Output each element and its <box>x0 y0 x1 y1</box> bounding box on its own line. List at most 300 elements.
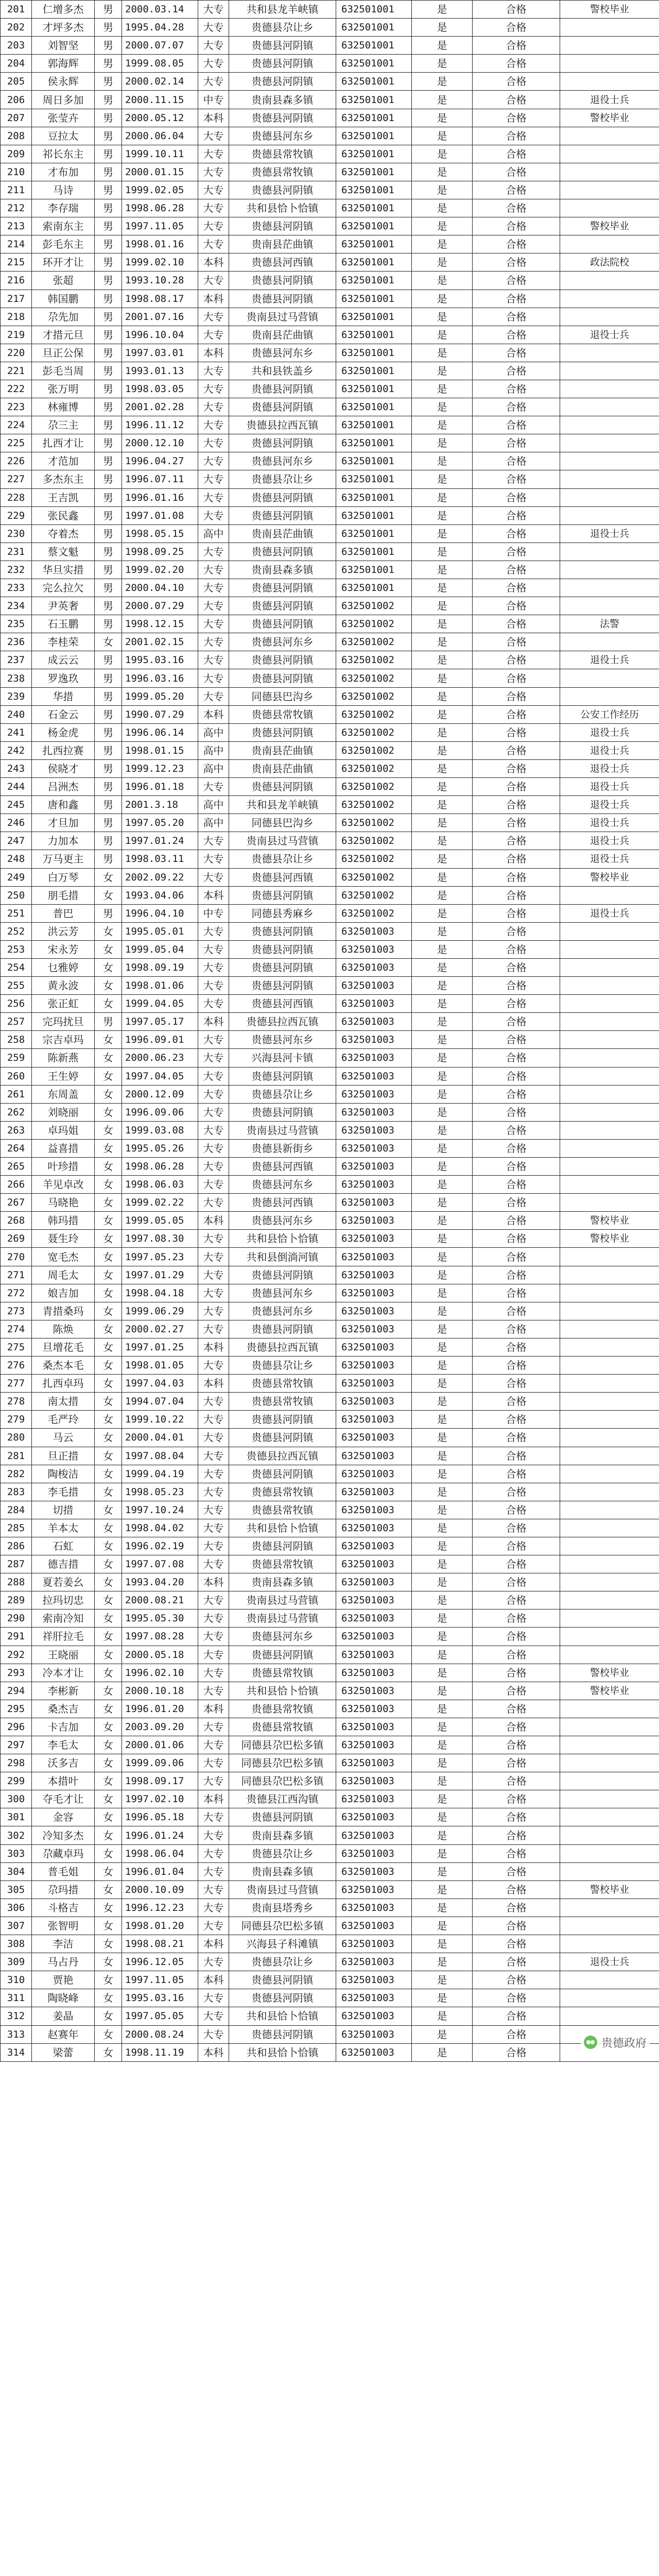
table-row <box>1 886 659 904</box>
name-cell: 夺着杰 <box>32 524 95 543</box>
education-cell: 大专 <box>198 1266 229 1284</box>
eligible-cell: 是 <box>412 416 473 434</box>
gender-cell: 女 <box>95 1067 122 1085</box>
gender-cell: 女 <box>95 1338 122 1356</box>
note-cell <box>560 452 659 470</box>
note-cell <box>560 1266 659 1284</box>
result-cell: 合格 <box>473 1429 560 1447</box>
eligible-cell: 是 <box>412 1375 473 1393</box>
row-number-cell: 225 <box>1 434 32 452</box>
origin-cell: 贵德县河东乡 <box>229 1302 336 1320</box>
name-cell: 华措 <box>32 687 95 705</box>
eligible-cell: 是 <box>412 850 473 868</box>
row-number-cell: 287 <box>1 1555 32 1573</box>
birth-date-cell: 1997.04.05 <box>122 1067 198 1085</box>
education-cell: 大专 <box>198 1158 229 1176</box>
birth-date-cell: 1995.05.30 <box>122 1609 198 1628</box>
education-cell: 大专 <box>198 1537 229 1555</box>
eligible-cell: 是 <box>412 1609 473 1628</box>
name-cell: 陶梭洁 <box>32 1465 95 1483</box>
table-row <box>1 543 659 561</box>
birth-date-cell: 1997.01.25 <box>122 1338 198 1356</box>
birth-date-cell: 1996.01.04 <box>122 1862 198 1880</box>
gender-cell: 女 <box>95 633 122 651</box>
gender-cell: 女 <box>95 1139 122 1157</box>
eligible-cell: 是 <box>412 1212 473 1230</box>
result-cell: 合格 <box>473 1375 560 1393</box>
name-cell: 尕先加 <box>32 308 95 326</box>
name-cell: 石虹 <box>32 1537 95 1555</box>
table-row <box>1 55 659 73</box>
name-cell: 韩玛措 <box>32 1212 95 1230</box>
origin-cell: 共和县恰卜恰镇 <box>229 1230 336 1248</box>
result-cell: 合格 <box>473 1537 560 1555</box>
position-code-cell: 632501003 <box>336 958 412 976</box>
eligible-cell: 是 <box>412 1682 473 1700</box>
birth-date-cell: 1999.05.04 <box>122 940 198 958</box>
eligible-cell: 是 <box>412 19 473 37</box>
origin-cell: 贵德县河西镇 <box>229 868 336 886</box>
eligible-cell: 是 <box>412 1844 473 1862</box>
education-cell: 大专 <box>198 145 229 163</box>
row-number-cell: 283 <box>1 1483 32 1501</box>
name-cell: 李存瑞 <box>32 199 95 217</box>
education-cell: 大专 <box>198 1844 229 1862</box>
gender-cell: 女 <box>95 1465 122 1483</box>
gender-cell: 男 <box>95 814 122 832</box>
row-number-cell: 262 <box>1 1103 32 1121</box>
note-cell <box>560 506 659 524</box>
result-cell: 合格 <box>473 850 560 868</box>
result-cell: 合格 <box>473 380 560 398</box>
position-code-cell: 632501001 <box>336 524 412 543</box>
result-cell: 合格 <box>473 253 560 272</box>
position-code-cell: 632501001 <box>336 253 412 272</box>
result-cell: 合格 <box>473 1555 560 1573</box>
eligible-cell: 是 <box>412 109 473 127</box>
note-cell: 警校毕业 <box>560 109 659 127</box>
eligible-cell: 是 <box>412 597 473 615</box>
birth-date-cell: 2000.05.12 <box>122 109 198 127</box>
education-cell: 大专 <box>198 1519 229 1537</box>
note-cell <box>560 1591 659 1609</box>
position-code-cell: 632501002 <box>336 723 412 741</box>
table-row <box>1 1826 659 1844</box>
origin-cell: 贵南县过马营镇 <box>229 1609 336 1628</box>
origin-cell: 贵德县河东乡 <box>229 127 336 145</box>
name-cell: 张莹卉 <box>32 109 95 127</box>
note-cell <box>560 886 659 904</box>
education-cell: 大专 <box>198 1917 229 1935</box>
education-cell: 大专 <box>198 1121 229 1139</box>
eligible-cell: 是 <box>412 1519 473 1537</box>
result-cell: 合格 <box>473 1718 560 1736</box>
eligible-cell: 是 <box>412 1248 473 1266</box>
note-cell <box>560 1573 659 1591</box>
position-code-cell: 632501001 <box>336 163 412 181</box>
result-cell: 合格 <box>473 1158 560 1176</box>
note-cell <box>560 1013 659 1031</box>
birth-date-cell: 1996.01.24 <box>122 1826 198 1844</box>
result-cell: 合格 <box>473 416 560 434</box>
gender-cell: 女 <box>95 1862 122 1880</box>
eligible-cell: 是 <box>412 1067 473 1085</box>
name-cell: 陈新燕 <box>32 1049 95 1067</box>
eligible-cell: 是 <box>412 2043 473 2061</box>
table-row <box>1 796 659 814</box>
result-cell: 合格 <box>473 1664 560 1682</box>
table-row <box>1 1158 659 1176</box>
eligible-cell: 是 <box>412 1700 473 1718</box>
table-row <box>1 290 659 308</box>
education-cell: 大专 <box>198 380 229 398</box>
gender-cell: 男 <box>95 127 122 145</box>
position-code-cell: 632501003 <box>336 1049 412 1067</box>
birth-date-cell: 1997.11.05 <box>122 217 198 235</box>
name-cell: 尹英奢 <box>32 597 95 615</box>
gender-cell: 女 <box>95 1935 122 1953</box>
row-number-cell: 313 <box>1 2025 32 2043</box>
result-cell: 合格 <box>473 1248 560 1266</box>
education-cell: 大专 <box>198 1230 229 1248</box>
result-cell: 合格 <box>473 398 560 416</box>
position-code-cell: 632501003 <box>336 1375 412 1393</box>
result-cell: 合格 <box>473 1754 560 1772</box>
name-cell: 洪云芳 <box>32 922 95 940</box>
education-cell: 大专 <box>198 995 229 1013</box>
origin-cell: 贵德县河东乡 <box>229 452 336 470</box>
name-cell: 普毛姐 <box>32 1862 95 1880</box>
origin-cell: 贵南县森多镇 <box>229 1573 336 1591</box>
note-cell <box>560 579 659 597</box>
education-cell: 本科 <box>198 1573 229 1591</box>
table-row <box>1 1917 659 1935</box>
birth-date-cell: 1996.02.10 <box>122 1664 198 1682</box>
row-number-cell: 232 <box>1 561 32 579</box>
eligible-cell: 是 <box>412 1049 473 1067</box>
birth-date-cell: 2003.09.20 <box>122 1718 198 1736</box>
table-row <box>1 1953 659 1971</box>
education-cell: 大专 <box>198 1103 229 1121</box>
gender-cell: 女 <box>95 1121 122 1139</box>
gender-cell: 女 <box>95 1302 122 1320</box>
origin-cell: 贵南县森多镇 <box>229 1826 336 1844</box>
result-cell: 合格 <box>473 1899 560 1917</box>
note-cell <box>560 543 659 561</box>
education-cell: 大专 <box>198 362 229 380</box>
birth-date-cell: 1999.04.05 <box>122 995 198 1013</box>
result-cell: 合格 <box>473 524 560 543</box>
eligible-cell: 是 <box>412 37 473 55</box>
result-cell: 合格 <box>473 1591 560 1609</box>
education-cell: 高中 <box>198 814 229 832</box>
row-number-cell: 224 <box>1 416 32 434</box>
name-cell: 万马更主 <box>32 850 95 868</box>
gender-cell: 女 <box>95 1989 122 2007</box>
origin-cell: 贵德县尕让乡 <box>229 1953 336 1971</box>
gender-cell: 女 <box>95 1718 122 1736</box>
birth-date-cell: 1998.09.19 <box>122 958 198 976</box>
table-row <box>1 922 659 940</box>
education-cell: 本科 <box>198 109 229 127</box>
position-code-cell: 632501003 <box>336 1772 412 1790</box>
origin-cell: 共和县龙羊峡镇 <box>229 1 336 19</box>
note-cell: 退役士兵 <box>560 904 659 922</box>
table-row <box>1 1302 659 1320</box>
note-cell: 退役士兵 <box>560 91 659 109</box>
birth-date-cell: 1999.12.23 <box>122 759 198 777</box>
origin-cell: 贵德县河东乡 <box>229 344 336 362</box>
row-number-cell: 278 <box>1 1393 32 1411</box>
origin-cell: 贵德县拉西瓦镇 <box>229 1013 336 1031</box>
position-code-cell: 632501001 <box>336 326 412 344</box>
origin-cell: 贵南县过马营镇 <box>229 832 336 850</box>
row-number-cell: 275 <box>1 1338 32 1356</box>
note-cell <box>560 1085 659 1103</box>
note-cell <box>560 1103 659 1121</box>
position-code-cell: 632501002 <box>336 759 412 777</box>
gender-cell: 男 <box>95 543 122 561</box>
gender-cell: 男 <box>95 904 122 922</box>
gender-cell: 女 <box>95 1953 122 1971</box>
gender-cell: 女 <box>95 1375 122 1393</box>
origin-cell: 贵南县茫曲镇 <box>229 759 336 777</box>
gender-cell: 男 <box>95 488 122 506</box>
note-cell <box>560 1302 659 1320</box>
result-cell: 合格 <box>473 1338 560 1356</box>
note-cell <box>560 434 659 452</box>
note-cell: 退役士兵 <box>560 832 659 850</box>
birth-date-cell: 1993.01.13 <box>122 362 198 380</box>
origin-cell: 贵德县河阴镇 <box>229 488 336 506</box>
result-cell: 合格 <box>473 1013 560 1031</box>
note-cell <box>560 1176 659 1194</box>
birth-date-cell: 2002.09.22 <box>122 868 198 886</box>
birth-date-cell: 1996.01.18 <box>122 778 198 796</box>
table-row <box>1 705 659 723</box>
row-number-cell: 288 <box>1 1573 32 1591</box>
eligible-cell: 是 <box>412 1772 473 1790</box>
note-cell <box>560 37 659 55</box>
note-cell <box>560 1067 659 1085</box>
education-cell: 大专 <box>198 1320 229 1338</box>
position-code-cell: 632501003 <box>336 1284 412 1302</box>
eligible-cell: 是 <box>412 1953 473 1971</box>
name-cell: 羊见卓改 <box>32 1176 95 1194</box>
table-row <box>1 73 659 91</box>
result-cell: 合格 <box>473 127 560 145</box>
education-cell: 大专 <box>198 561 229 579</box>
position-code-cell: 632501003 <box>336 1790 412 1808</box>
birth-date-cell: 2000.06.23 <box>122 1049 198 1067</box>
position-code-cell: 632501002 <box>336 705 412 723</box>
result-cell: 合格 <box>473 19 560 37</box>
gender-cell: 男 <box>95 741 122 759</box>
origin-cell: 贵德县常牧镇 <box>229 163 336 181</box>
gender-cell: 女 <box>95 1266 122 1284</box>
eligible-cell: 是 <box>412 1664 473 1682</box>
birth-date-cell: 2000.03.14 <box>122 1 198 19</box>
name-cell: 杨金虎 <box>32 723 95 741</box>
row-number-cell: 255 <box>1 977 32 995</box>
eligible-cell: 是 <box>412 145 473 163</box>
table-row <box>1 1628 659 1646</box>
position-code-cell: 632501001 <box>336 199 412 217</box>
table-row <box>1 1248 659 1266</box>
row-number-cell: 202 <box>1 19 32 37</box>
name-cell: 韩国鹏 <box>32 290 95 308</box>
name-cell: 索南东主 <box>32 217 95 235</box>
row-number-cell: 305 <box>1 1880 32 1899</box>
gender-cell: 女 <box>95 1393 122 1411</box>
gender-cell: 女 <box>95 886 122 904</box>
origin-cell: 贵德县河阴镇 <box>229 579 336 597</box>
education-cell: 大专 <box>198 940 229 958</box>
eligible-cell: 是 <box>412 1754 473 1772</box>
row-number-cell: 215 <box>1 253 32 272</box>
origin-cell: 共和县恰卜恰镇 <box>229 1682 336 1700</box>
table-row <box>1 1375 659 1393</box>
birth-date-cell: 1996.07.11 <box>122 470 198 488</box>
birth-date-cell: 2000.08.24 <box>122 2025 198 2043</box>
origin-cell: 贵德县河阴镇 <box>229 272 336 290</box>
name-cell: 李彬新 <box>32 1682 95 1700</box>
birth-date-cell: 1996.05.18 <box>122 1808 198 1826</box>
origin-cell: 贵德县尕让乡 <box>229 1357 336 1375</box>
position-code-cell: 632501003 <box>336 1411 412 1429</box>
origin-cell: 同德县尕巴松多镇 <box>229 1736 336 1754</box>
row-number-cell: 291 <box>1 1628 32 1646</box>
note-cell <box>560 272 659 290</box>
position-code-cell: 632501003 <box>336 1736 412 1754</box>
origin-cell: 贵德县河西镇 <box>229 995 336 1013</box>
name-cell: 旦正公保 <box>32 344 95 362</box>
eligible-cell: 是 <box>412 1393 473 1411</box>
eligible-cell: 是 <box>412 561 473 579</box>
gender-cell: 男 <box>95 272 122 290</box>
name-cell: 毛严玲 <box>32 1411 95 1429</box>
note-cell <box>560 1862 659 1880</box>
row-number-cell: 281 <box>1 1447 32 1465</box>
table-row <box>1 2043 659 2061</box>
position-code-cell: 632501001 <box>336 127 412 145</box>
table-row <box>1 687 659 705</box>
note-cell <box>560 1411 659 1429</box>
origin-cell: 同德县尕巴松多镇 <box>229 1772 336 1790</box>
table-row <box>1 326 659 344</box>
gender-cell: 男 <box>95 55 122 73</box>
name-cell: 夺毛才让 <box>32 1790 95 1808</box>
table-row <box>1 1519 659 1537</box>
result-cell: 合格 <box>473 1953 560 1971</box>
gender-cell: 女 <box>95 1501 122 1519</box>
note-cell <box>560 416 659 434</box>
education-cell: 大专 <box>198 326 229 344</box>
row-number-cell: 201 <box>1 1 32 19</box>
birth-date-cell: 1995.03.16 <box>122 1989 198 2007</box>
table-row <box>1 1031 659 1049</box>
gender-cell: 男 <box>95 235 122 253</box>
row-number-cell: 237 <box>1 651 32 669</box>
table-row <box>1 977 659 995</box>
row-number-cell: 249 <box>1 868 32 886</box>
table-row <box>1 1664 659 1682</box>
education-cell: 大专 <box>198 1826 229 1844</box>
education-cell: 本科 <box>198 1790 229 1808</box>
origin-cell: 贵德县常牧镇 <box>229 1555 336 1573</box>
position-code-cell: 632501003 <box>336 1808 412 1826</box>
name-cell: 白万琴 <box>32 868 95 886</box>
name-cell: 才布加 <box>32 163 95 181</box>
name-cell: 马晓艳 <box>32 1194 95 1212</box>
gender-cell: 女 <box>95 958 122 976</box>
result-cell: 合格 <box>473 1139 560 1157</box>
row-number-cell: 246 <box>1 814 32 832</box>
note-cell <box>560 163 659 181</box>
eligible-cell: 是 <box>412 579 473 597</box>
row-number-cell: 265 <box>1 1158 32 1176</box>
position-code-cell: 632501003 <box>336 977 412 995</box>
result-cell: 合格 <box>473 1646 560 1664</box>
row-number-cell: 251 <box>1 904 32 922</box>
origin-cell: 贵德县常牧镇 <box>229 1718 336 1736</box>
gender-cell: 男 <box>95 37 122 55</box>
position-code-cell: 632501003 <box>336 1844 412 1862</box>
table-row <box>1 1393 659 1411</box>
row-number-cell: 312 <box>1 2007 32 2025</box>
birth-date-cell: 1996.11.12 <box>122 416 198 434</box>
table-row <box>1 217 659 235</box>
birth-date-cell: 1997.10.24 <box>122 1501 198 1519</box>
note-cell <box>560 1447 659 1465</box>
name-cell: 郭海辉 <box>32 55 95 73</box>
eligible-cell: 是 <box>412 506 473 524</box>
result-cell: 合格 <box>473 326 560 344</box>
position-code-cell: 632501001 <box>336 506 412 524</box>
name-cell: 梁蕾 <box>32 2043 95 2061</box>
birth-date-cell: 1996.01.16 <box>122 488 198 506</box>
name-cell: 金容 <box>32 1808 95 1826</box>
name-cell: 扎西拉赛 <box>32 741 95 759</box>
row-number-cell: 314 <box>1 2043 32 2061</box>
gender-cell: 男 <box>95 181 122 199</box>
origin-cell: 贵德县河阴镇 <box>229 1411 336 1429</box>
eligible-cell: 是 <box>412 1555 473 1573</box>
eligible-cell: 是 <box>412 91 473 109</box>
gender-cell: 女 <box>95 1212 122 1230</box>
birth-date-cell: 2000.05.18 <box>122 1646 198 1664</box>
table-row <box>1 2025 659 2043</box>
row-number-cell: 209 <box>1 145 32 163</box>
gender-cell: 男 <box>95 1013 122 1031</box>
result-cell: 合格 <box>473 904 560 922</box>
table-row <box>1 814 659 832</box>
birth-date-cell: 2000.11.15 <box>122 91 198 109</box>
row-number-cell: 230 <box>1 524 32 543</box>
birth-date-cell: 1998.09.25 <box>122 543 198 561</box>
table-row <box>1 1935 659 1953</box>
result-cell: 合格 <box>473 91 560 109</box>
position-code-cell: 632501003 <box>336 1935 412 1953</box>
origin-cell: 贵德县河阴镇 <box>229 958 336 976</box>
eligible-cell: 是 <box>412 253 473 272</box>
table-row <box>1 1808 659 1826</box>
name-cell: 尕三主 <box>32 416 95 434</box>
gender-cell: 女 <box>95 1646 122 1664</box>
name-cell: 乜雅婷 <box>32 958 95 976</box>
note-cell <box>560 2007 659 2025</box>
origin-cell: 贵德县常牧镇 <box>229 1501 336 1519</box>
